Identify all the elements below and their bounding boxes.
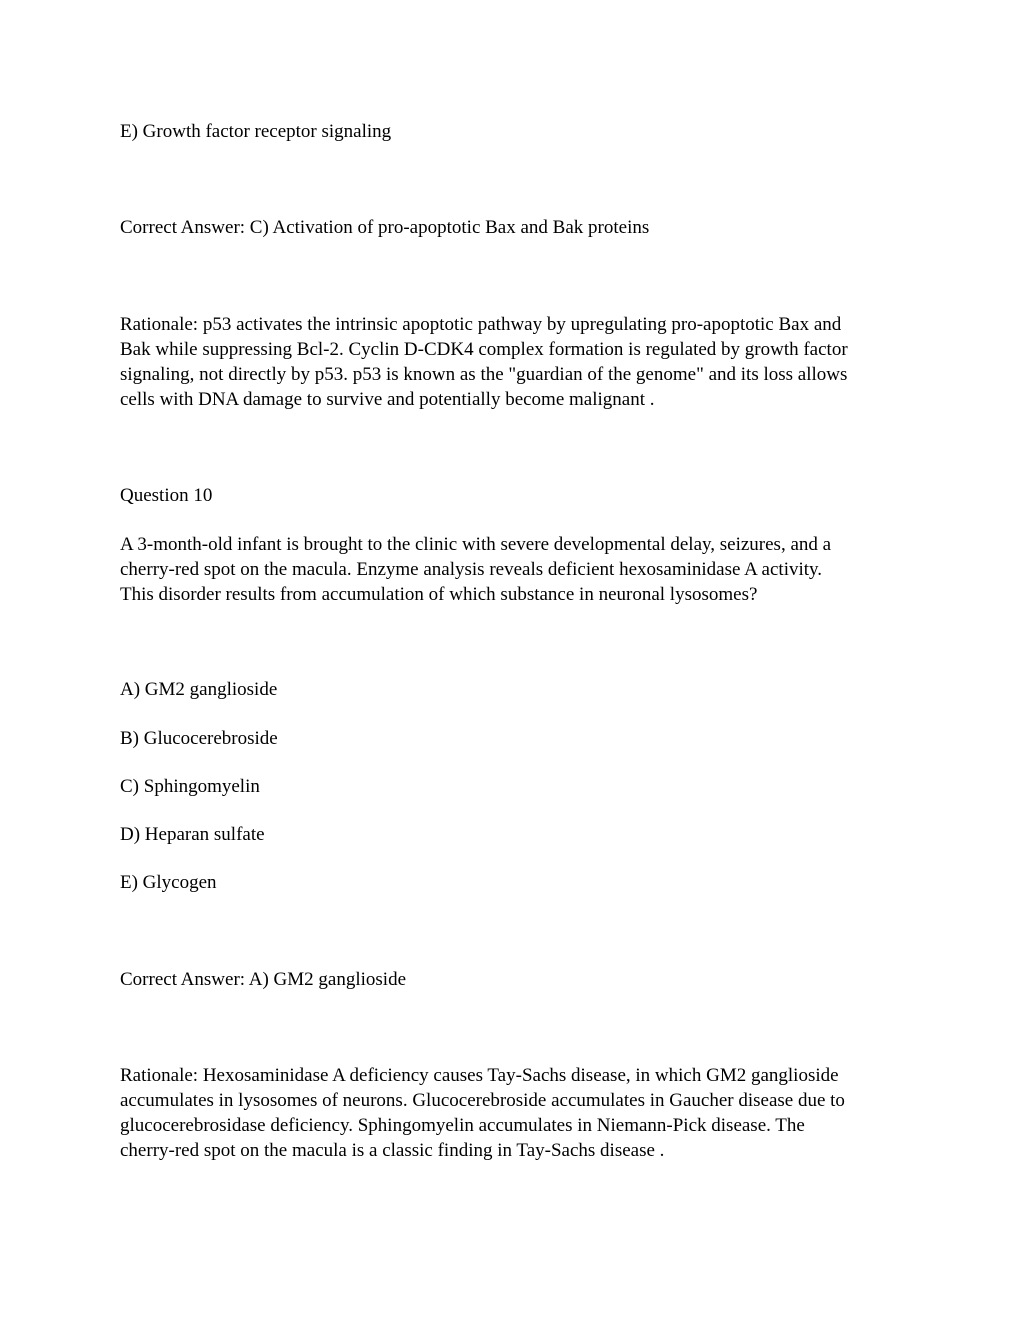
option-e: E) Glycogen bbox=[120, 872, 217, 893]
rationale-line: Rationale: Hexosaminidase A deficiency causes Tay-Sachs disease, in which GM2 ganglioside bbox=[120, 1065, 839, 1086]
prev-correct-answer: Correct Answer: C) Activation of pro-apoptotic Bax and Bak proteins bbox=[120, 217, 650, 238]
rationale-line: Rationale: p53 activates the intrinsic apoptotic pathway by upregulating pro-apoptotic Bax and bbox=[120, 314, 842, 335]
stem-line: A 3-month-old infant is brought to the clinic with severe developmental delay, seizures, and a bbox=[120, 534, 832, 555]
stem-line: cherry-red spot on the macula. Enzyme analysis reveals deficient hexosaminidase A activity. bbox=[120, 559, 823, 580]
rationale bbox=[120, 1063, 900, 1163]
rationale-line: cherry-red spot on the macula is a classic finding in Tay-Sachs disease . bbox=[120, 1140, 665, 1161]
option-b: B) Glucocerebroside bbox=[120, 728, 278, 749]
prev-rationale bbox=[120, 312, 900, 412]
rationale-line: cells with DNA damage to survive and potentially become malignant . bbox=[120, 389, 655, 410]
rationale-line: signaling, not directly by p53. p53 is known as the "guardian of the genome" and its loss allows bbox=[120, 364, 848, 385]
option-a: A) GM2 ganglioside bbox=[120, 679, 278, 700]
correct-answer: Correct Answer: A) GM2 ganglioside bbox=[120, 969, 407, 990]
rationale-line: glucocerebrosidase deficiency. Sphingomyelin accumulates in Niemann-Pick disease. The bbox=[120, 1115, 805, 1136]
option-d: D) Heparan sulfate bbox=[120, 824, 265, 845]
option-c: C) Sphingomyelin bbox=[120, 776, 260, 797]
rationale-line: accumulates in lysosomes of neurons. Glucocerebroside accumulates in Gaucher disease due to bbox=[120, 1090, 845, 1111]
rationale-line: Bak while suppressing Bcl-2. Cyclin D-CDK4 complex formation is regulated by growth factor bbox=[120, 339, 848, 360]
question-stem bbox=[120, 532, 900, 607]
question-heading: Question 10 bbox=[120, 485, 213, 506]
stem-line: This disorder results from accumulation of which substance in neuronal lysosomes? bbox=[120, 584, 758, 605]
prev-option-e: E) Growth factor receptor signaling bbox=[120, 121, 392, 142]
